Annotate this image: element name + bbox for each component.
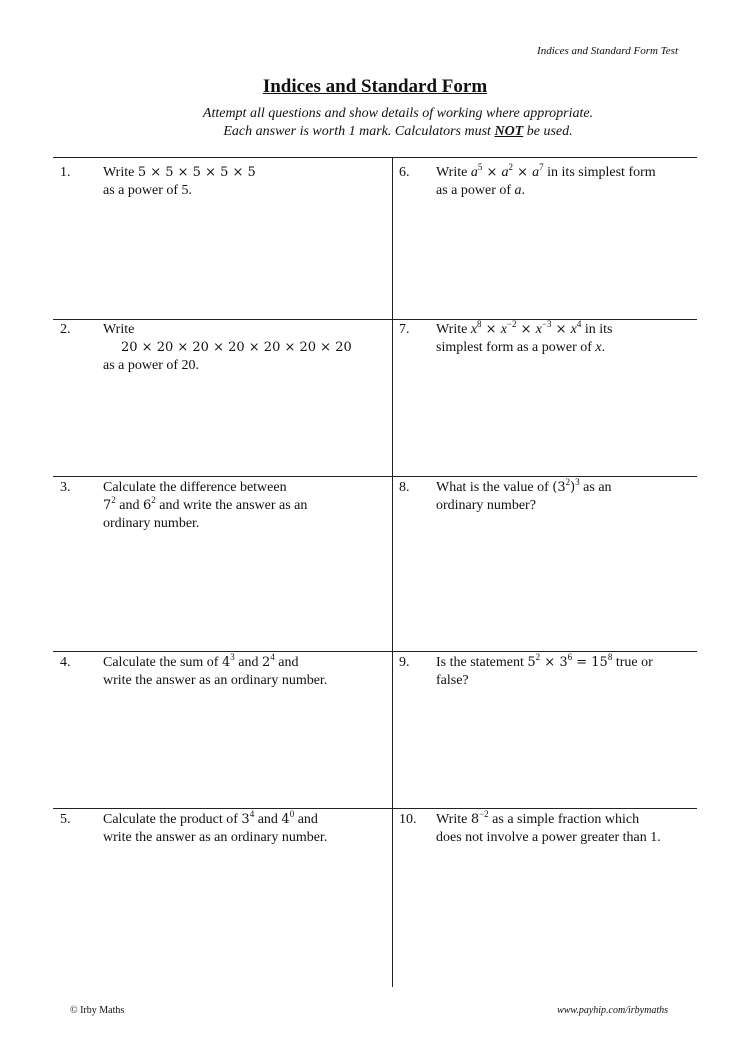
question-text (436, 321, 696, 357)
q4-and: and (234, 655, 262, 670)
row-divider-4 (53, 808, 697, 809)
q1-text: Write (103, 165, 138, 180)
q7-exp-1: 8 (477, 319, 482, 329)
row-divider-top (53, 157, 697, 158)
question-number: 7. (399, 322, 410, 337)
q2-text-2: as a power of 20. (103, 358, 200, 373)
q9-base-3: 15 (591, 655, 608, 670)
q10-base: 8 (470, 812, 480, 827)
question-number: 5. (60, 812, 71, 827)
q2-text: Write (103, 322, 135, 337)
q4-base-2: 2 (261, 655, 271, 670)
q5-text: Calculate the product of (103, 812, 242, 827)
q6-var-3: a (532, 165, 540, 180)
footer-url: www.payhip.com/irbymaths (557, 1005, 668, 1016)
q7-exp-4: 4 (576, 319, 582, 329)
q9-text-3: false? (436, 673, 469, 688)
q7-var-4: x (570, 322, 577, 337)
q4-text: Calculate the sum of (103, 655, 222, 670)
q5-text-2: and (294, 812, 318, 827)
q8-base: (3 (552, 480, 566, 495)
question-text (436, 811, 706, 847)
q10-text-3: does not involve a power greater than 1. (436, 830, 661, 845)
q9-text: Is the statement (436, 655, 528, 670)
instructions-not-emphasis: NOT (494, 124, 524, 139)
q1-text-2: as a power of 5. (103, 183, 193, 198)
q7-text-3: simplest form as a power of (436, 340, 596, 355)
question-text (436, 479, 696, 515)
question-text (103, 479, 393, 533)
row-divider-1 (53, 319, 697, 320)
instructions-line-1: Attempt all questions and show details of working where appropriate. (202, 106, 594, 121)
q10-text-2: as a simple fraction which (488, 812, 640, 827)
q7-exp-3: −3 (541, 319, 552, 329)
q9-equals: = (572, 655, 592, 670)
q6-exp-3: 7 (539, 162, 544, 172)
row-divider-3 (53, 651, 697, 652)
q3-text-2: and write the answer as an (155, 498, 308, 513)
q9-exp-3: 8 (607, 652, 613, 662)
q5-base-2: 4 (281, 812, 290, 827)
q10-text: Write (436, 812, 471, 827)
q3-text-3: ordinary number. (103, 516, 200, 531)
q7-period: . (601, 340, 606, 355)
question-number: 2. (60, 322, 71, 337)
q7-text-2: in its (581, 322, 613, 337)
instructions-line-2-start: Each answer is worth 1 mark. Calculators must (223, 124, 495, 139)
q9-base-2: 3 (559, 655, 568, 670)
question-text (436, 654, 696, 690)
q5-exp-1: 4 (249, 809, 255, 819)
q3-exp-1: 2 (111, 495, 116, 505)
q1-expression: 5 × 5 × 5 × 5 × 5 (137, 165, 256, 180)
question-text (103, 811, 393, 847)
footer-copyright: © Irby Maths (70, 1005, 125, 1016)
q8-text-3: ordinary number? (436, 498, 536, 513)
question-text (436, 164, 696, 200)
q6-text-3: as a power of (436, 183, 515, 198)
question-number: 1. (60, 165, 71, 180)
q8-paren: ) (570, 480, 576, 495)
q5-text-3: write the answer as an ordinary number. (103, 830, 328, 845)
q7-times-3: × (551, 322, 571, 337)
header-test-title: Indices and Standard Form Test (537, 45, 678, 57)
question-text (103, 164, 393, 200)
q6-times-2: × (512, 165, 533, 180)
q4-exp-1: 3 (230, 652, 235, 662)
q4-base-1: 4 (221, 655, 231, 670)
q10-exp: −2 (479, 809, 489, 819)
q8-exp-1: 2 (565, 477, 571, 487)
question-text (103, 654, 393, 690)
question-number: 10. (399, 812, 417, 827)
instructions (0, 105, 750, 141)
question-number: 9. (399, 655, 410, 670)
q7-exp-2: −2 (506, 319, 517, 329)
q7-var-5: x (595, 340, 602, 355)
q7-times-1: × (481, 322, 501, 337)
q7-text: Write (436, 322, 471, 337)
q3-exp-2: 2 (151, 495, 156, 505)
q3-text: Calculate the difference between (103, 480, 287, 495)
q5-exp-2: 0 (289, 809, 295, 819)
q8-text: What is the value of (436, 480, 553, 495)
q4-text-2: and (274, 655, 299, 670)
q6-times-1: × (482, 165, 502, 180)
column-divider (392, 157, 393, 987)
q6-exp-1: 5 (477, 162, 483, 172)
instructions-line-2-end: be used. (523, 124, 573, 139)
question-grid (53, 157, 697, 987)
q9-base-1: 5 (527, 655, 536, 670)
q6-text-2: in its simplest form (543, 165, 656, 180)
q9-text-2: true or (612, 655, 653, 670)
question-text (103, 321, 393, 375)
q3-base-1: 7 (103, 498, 112, 513)
q7-times-2: × (516, 322, 536, 337)
q4-text-3: write the answer as an ordinary number. (103, 673, 328, 688)
q6-var-1: a (470, 165, 478, 180)
q6-var-2: a (501, 165, 509, 180)
q2-expression: 20 × 20 × 20 × 20 × 20 × 20 × 20 (121, 340, 352, 355)
q9-exp-2: 6 (567, 652, 573, 662)
row-divider-2 (53, 476, 697, 477)
q7-var-3: x (535, 322, 542, 337)
q5-base-1: 3 (241, 812, 250, 827)
question-number: 6. (399, 165, 410, 180)
question-number: 4. (60, 655, 71, 670)
q9-exp-1: 2 (535, 652, 541, 662)
q8-text-2: as an (579, 480, 612, 495)
q3-and: and (115, 498, 143, 513)
q6-text: Write (436, 165, 471, 180)
q4-exp-2: 4 (270, 652, 275, 662)
q6-period: . (521, 183, 526, 198)
question-number: 3. (60, 480, 71, 495)
q6-var-4: a (514, 183, 522, 198)
q9-times: × (540, 655, 560, 670)
page-title: Indices and Standard Form (262, 76, 488, 97)
question-number: 8. (399, 480, 410, 495)
instructions-line-2 (0, 123, 750, 141)
q8-exp-2: 3 (575, 477, 580, 487)
q3-base-2: 6 (143, 498, 152, 513)
q6-exp-2: 2 (508, 162, 513, 172)
q7-var-2: x (500, 322, 507, 337)
q7-var-1: x (470, 322, 478, 337)
q5-and: and (254, 812, 282, 827)
